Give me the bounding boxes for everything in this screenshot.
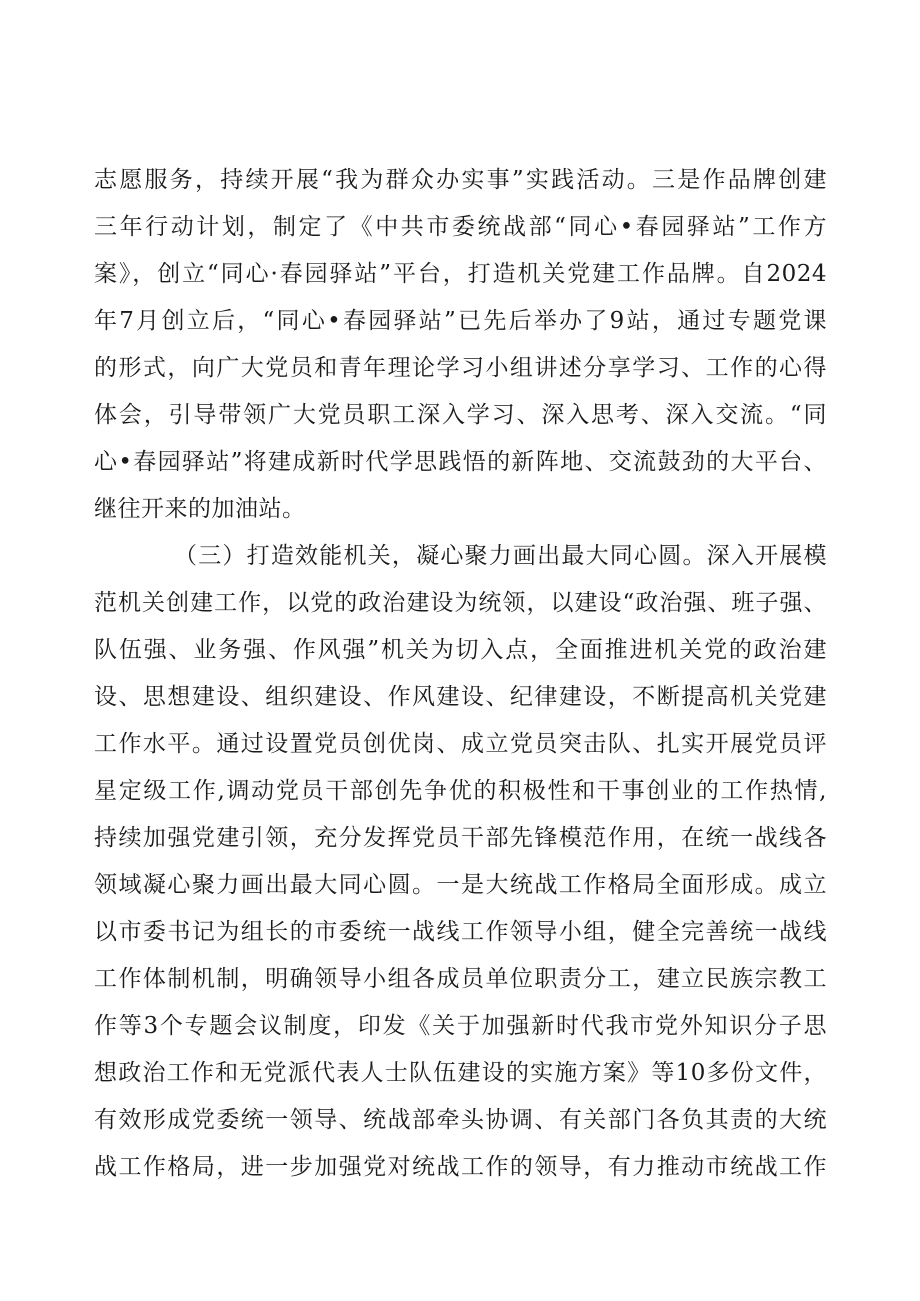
text-line: 战工作格局，进一步加强党对统战工作的领导，有力推动市统战工作 [94, 1154, 827, 1180]
text-line: 星定级工作,调动党员干部创先争优的积极性和干事创业的工作热情, [94, 778, 827, 804]
text-line: 领域凝心聚力画出最大同心圆。一是大统战工作格局全面形成。成立 [94, 872, 827, 898]
body-text [94, 157, 827, 1191]
text-line: 设、思想建设、组织建设、作风建设、纪律建设，不断提高机关党建 [94, 684, 827, 710]
text-line: 年7月创立后，“同心•春园驿站”已先后举办了9站，通过专题党课 [94, 308, 827, 334]
text-line: 工作水平。通过设置党员创优岗、成立党员突击队、扎实开展党员评 [94, 731, 827, 757]
text-line: 以市委书记为组长的市委统一战线工作领导小组，健全完善统一战线 [94, 919, 827, 945]
text-line: 队伍强、业务强、作风强”机关为切入点，全面推进机关党的政治建 [94, 637, 827, 663]
text-line: 持续加强党建引领，充分发挥党员干部先锋模范作用，在统一战线各 [94, 825, 827, 851]
text-line: 体会，引导带领广大党员职工深入学习、深入思考、深入交流。“同 [94, 402, 827, 428]
text-line: 有效形成党委统一领导、统战部牵头协调、有关部门各负其责的大统 [94, 1107, 827, 1133]
text-line: 三年行动计划，制定了《中共市委统战部“同心•春园驿站”工作方 [94, 214, 827, 240]
text-line: 继往开来的加油站。 [94, 496, 306, 522]
text-line: 的形式，向广大党员和青年理论学习小组讲述分享学习、工作的心得 [94, 355, 827, 381]
text-line: 案》，创立“同心·春园驿站”平台，打造机关党建工作品牌。自2024 [94, 261, 827, 287]
text-line: 工作体制机制，明确领导小组各成员单位职责分工，建立民族宗教工 [94, 966, 827, 992]
text-line: 志愿服务，持续开展“我为群众办实事”实践活动。三是作品牌创建 [94, 167, 827, 193]
text-line: 作等3个专题会议制度，印发《关于加强新时代我市党外知识分子思 [94, 1013, 827, 1039]
text-line: 范机关创建工作，以党的政治建设为统领，以建设“政治强、班子强、 [94, 590, 827, 616]
text-line: 想政治工作和无党派代表人士队伍建设的实施方案》等10多份文件， [94, 1060, 827, 1086]
section-heading-line: （三）打造效能机关，凝心聚力画出最大同心圆。深入开展模 [174, 543, 827, 569]
text-line: 心•春园驿站”将建成新时代学思践悟的新阵地、交流鼓劲的大平台、 [94, 449, 827, 475]
